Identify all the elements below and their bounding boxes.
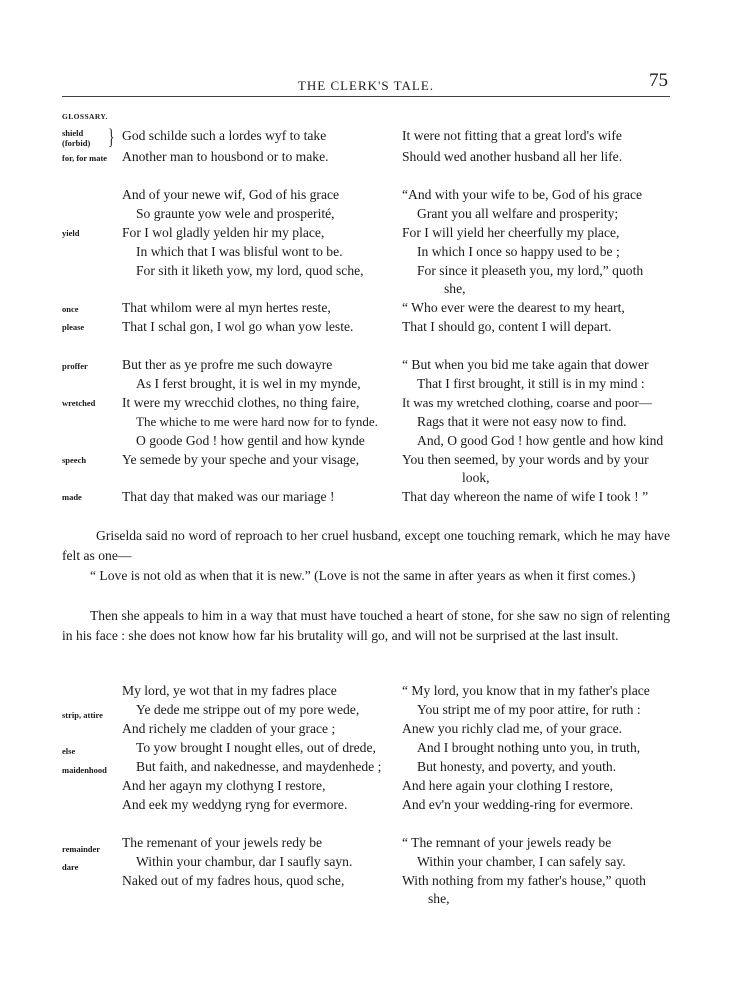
page-header xyxy=(62,70,670,97)
verse-line-modern: But honesty, and poverty, and youth. xyxy=(417,759,617,774)
verse-line-original: But faith, and nakednesse, and maydenhede ; xyxy=(136,759,382,774)
prose-paragraph: Griselda said no word of reproach to her cruel husband, except one touching remark, which he may have felt as one— xyxy=(62,528,670,563)
verse-line-original: The whiche to me were hard now for to fynde. xyxy=(136,414,378,429)
verse-line-modern: That I first brought, it still is in my mind : xyxy=(417,376,645,391)
gloss-made: made xyxy=(62,492,82,502)
gloss-once: once xyxy=(62,304,79,314)
verse-line-modern: And I brought nothing unto you, in truth, xyxy=(417,740,641,755)
verse-line-modern: “And with your wife to be, God of his grace xyxy=(402,187,643,202)
verse-line-original: Another man to housbond or to make. xyxy=(122,149,329,164)
verse-line-original: In which that I was blisful wont to be. xyxy=(136,244,343,259)
verse-line-modern: look, xyxy=(462,470,490,485)
glossary-label: GLOSSARY. xyxy=(62,112,108,121)
verse-line-original: Ye semede by your speche and your visage, xyxy=(122,452,360,467)
running-title: THE CLERK'S TALE. xyxy=(297,78,435,93)
verse-line-modern: Anew you richly clad me, of your grace. xyxy=(402,721,623,736)
verse-line-modern: she, xyxy=(428,891,450,906)
verse-line-modern: “ Who ever were the dearest to my heart, xyxy=(402,300,625,315)
verse-line-original: And her agayn my clothyng I restore, xyxy=(122,778,326,793)
verse-line-original: My lord, ye wot that in my fadres place xyxy=(122,683,337,698)
verse-line-original: O goode God ! how gentil and how kynde xyxy=(136,433,365,448)
verse-line-original: And eek my weddyng ryng for evermore. xyxy=(122,797,348,812)
verse-line-modern: “ The remnant of your jewels ready be xyxy=(402,835,612,850)
gloss-speech: speech xyxy=(62,455,87,465)
verse-line-original: God schilde such a lordes wyf to take xyxy=(122,128,327,143)
prose-paragraph: “ Love is not old as when that it is new.” (Love is not the same in after years as when it first comes.) xyxy=(90,568,636,583)
verse-line-modern: Rags that it were not easy now to find. xyxy=(417,414,627,429)
verse-line-modern: That I should go, content I will depart. xyxy=(402,319,612,334)
brace-glyph: } xyxy=(108,124,115,149)
verse-line-original: Within your chambur, dar I saufly sayn. xyxy=(136,854,353,869)
gloss-shield: shield (forbid) xyxy=(62,128,91,148)
verse-line-original: That whilom were al myn hertes reste, xyxy=(122,300,331,315)
verse-line-original: But ther as ye profre me such dowayre xyxy=(122,357,333,372)
verse-line-modern: For I will yield her cheerfully my place, xyxy=(402,225,620,240)
verse-line-original: For sith it liketh yow, my lord, quod sche, xyxy=(136,263,364,278)
gloss-for-mate: for, for mate xyxy=(62,153,108,163)
verse-line-modern: “ My lord, you know that in my father's place xyxy=(402,683,650,698)
page-number: 75 xyxy=(649,70,668,91)
gloss-please: please xyxy=(62,322,85,332)
verse-line-modern: You then seemed, by your words and by your xyxy=(402,452,649,467)
verse-line-original: Naked out of my fadres hous, quod sche, xyxy=(122,873,345,888)
verse-line-modern: It were not fitting that a great lord's wife xyxy=(402,128,622,143)
verse-line-original: And of your newe wif, God of his grace xyxy=(122,187,340,202)
verse-line-original: It were my wrecchid clothes, no thing faire, xyxy=(122,395,360,410)
verse-line-modern: You stript me of my poor attire, for ruth : xyxy=(417,702,641,717)
gloss-yield: yield xyxy=(62,228,80,238)
gloss-proffer: proffer xyxy=(62,361,88,371)
verse-line-modern: And, O good God ! how gentle and how kind xyxy=(417,433,664,448)
verse-line-modern: And ev'n your wedding-ring for evermore. xyxy=(402,797,634,812)
verse-line-modern: That day whereon the name of wife I took ! ” xyxy=(402,489,649,504)
gloss-else: else xyxy=(62,746,76,756)
verse-line-original: That I schal gon, I wol go whan yow leste. xyxy=(122,319,354,334)
gloss-remainder: remainder xyxy=(62,844,101,854)
gloss-maidenhood: maidenhood xyxy=(62,765,107,775)
verse-line-modern: “ But when you bid me take again that dower xyxy=(402,357,649,372)
gloss-strip-attire: strip, attire xyxy=(62,710,103,720)
verse-line-modern: For since it pleaseth you, my lord,” quoth xyxy=(417,263,644,278)
verse-line-original: That day that maked was our mariage ! xyxy=(122,489,335,504)
verse-line-modern: And here again your clothing I restore, xyxy=(402,778,614,793)
verse-line-modern: Grant you all welfare and prosperity; xyxy=(417,206,619,221)
verse-line-original: For I wol gladly yelden hir my place, xyxy=(122,225,325,240)
verse-line-modern: It was my wretched clothing, coarse and poor— xyxy=(402,395,652,410)
verse-line-original: And richely me cladden of your grace ; xyxy=(122,721,336,736)
gloss-dare: dare xyxy=(62,862,79,872)
verse-line-original: The remenant of your jewels redy be xyxy=(122,835,323,850)
verse-line-modern: she, xyxy=(444,281,466,296)
verse-line-original: As I ferst brought, it is wel in my mynde, xyxy=(136,376,361,391)
verse-line-modern: Within your chamber, I can safely say. xyxy=(417,854,626,869)
verse-line-original: To yow brought I nought elles, out of drede, xyxy=(136,740,376,755)
prose-paragraph: Then she appeals to him in a way that must have touched a heart of stone, for she saw no sign of relenting in his face : she does not know how far his brutality will go, and will not be surprised at the last insult. xyxy=(62,608,670,643)
verse-line-original: So graunte yow wele and prosperité, xyxy=(136,206,335,221)
verse-line-modern: In which I once so happy used to be ; xyxy=(417,244,620,259)
verse-line-modern: With nothing from my father's house,” quoth xyxy=(402,873,646,888)
verse-line-original: Ye dede me strippe out of my pore wede, xyxy=(136,702,360,717)
gloss-wretched: wretched xyxy=(62,398,96,408)
verse-line-modern: Should wed another husband all her life. xyxy=(402,149,623,164)
